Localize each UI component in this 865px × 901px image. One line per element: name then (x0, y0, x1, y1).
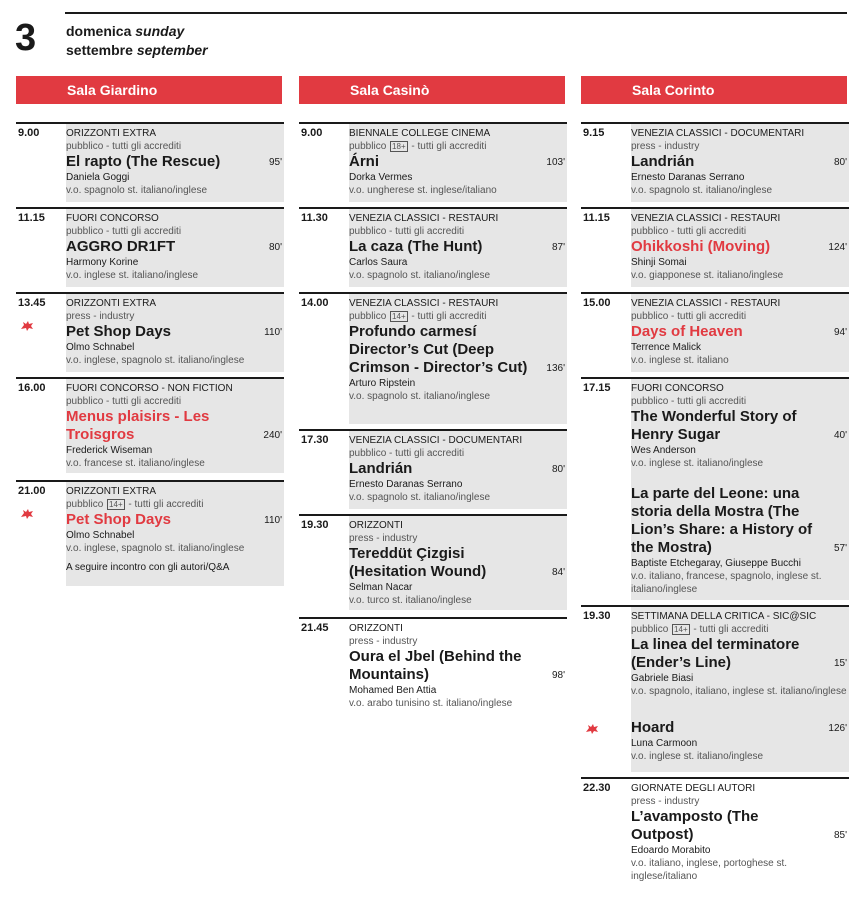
time-slot (299, 429, 567, 509)
start-time: 22.30 (583, 782, 611, 794)
film-entry (349, 460, 567, 504)
film-language: v.o. spagnolo st. italiano/inglese (631, 185, 773, 196)
access-prefix: pubblico (349, 141, 387, 152)
film-title[interactable]: Árni (349, 153, 379, 170)
time-rule (16, 122, 68, 124)
access-info: pubblico - tutti gli accrediti (631, 311, 747, 322)
film-title[interactable]: El rapto (The Rescue) (66, 153, 221, 170)
film-language: v.o. inglese st. italiano (631, 355, 729, 366)
film-language: v.o. inglese, spagnolo st. italiano/inglese (66, 543, 245, 554)
time-rule (299, 429, 351, 431)
section-label: ORIZZONTI (349, 520, 403, 531)
start-time: 17.30 (301, 434, 329, 446)
film-language: v.o. turco st. italiano/inglese (349, 595, 472, 606)
film-duration: 57' (833, 543, 847, 554)
screening-card[interactable] (66, 377, 284, 473)
start-time: 21.00 (18, 485, 46, 497)
film-title[interactable]: Landrián (631, 153, 695, 170)
screening-card[interactable] (631, 777, 849, 889)
film-director: Luna Carmoon (631, 738, 698, 749)
film-title[interactable]: The Wonderful Story of Henry Sugar (631, 408, 797, 443)
section-label: VENEZIA CLASSICI - RESTAURI (631, 213, 781, 224)
day-en: sunday (135, 23, 185, 39)
film-language: v.o. italiano, francese, spagnolo, inglese st. italiano/inglese (631, 571, 822, 595)
film-duration: 126' (828, 723, 847, 734)
sala-header: Sala Casinò (299, 76, 565, 104)
access-info (349, 310, 567, 323)
screening-card[interactable] (631, 122, 849, 202)
section-label: ORIZZONTI EXTRA (66, 128, 156, 139)
film-title[interactable]: Days of Heaven (631, 323, 743, 340)
film-language: v.o. spagnolo st. italiano/inglese (66, 185, 208, 196)
film-duration: 40' (833, 430, 847, 441)
film-language: v.o. giapponese st. italiano/inglese (631, 270, 784, 281)
time-slot (16, 480, 284, 586)
access-info: press - industry (66, 311, 135, 322)
screening-card[interactable] (66, 480, 284, 586)
start-time: 19.30 (583, 610, 611, 622)
film-duration: 85' (833, 830, 847, 841)
access-prefix: pubblico (349, 311, 387, 322)
film-entry (631, 719, 849, 763)
section-label: VENEZIA CLASSICI - DOCUMENTARI (349, 435, 523, 446)
sala-header: Sala Corinto (581, 76, 847, 104)
film-language: v.o. inglese st. italiano/inglese (66, 270, 199, 281)
film-entry (631, 636, 849, 698)
film-title[interactable]: Pet Shop Days (66, 511, 172, 528)
screening-card[interactable] (349, 429, 567, 509)
screening-card[interactable] (631, 292, 849, 372)
month-line (66, 41, 208, 59)
film-entry (349, 323, 567, 403)
time-rule (16, 377, 68, 379)
film-title[interactable]: Menus plaisirs - Les Troisgros (66, 408, 210, 443)
film-language: v.o. spagnolo st. italiano/inglese (349, 391, 491, 402)
access-suffix: - tutti gli accrediti (128, 499, 204, 510)
film-director: Wes Anderson (631, 445, 696, 456)
film-director: Daniela Goggi (66, 172, 130, 183)
film-entry (66, 511, 284, 574)
time-slot (581, 377, 849, 600)
access-prefix: pubblico (66, 499, 104, 510)
film-director: Dorka Vermes (349, 172, 413, 183)
film-entry (349, 648, 567, 710)
start-time: 17.15 (583, 382, 611, 394)
screening-card[interactable] (349, 617, 567, 717)
film-entry (631, 485, 849, 596)
time-rule (299, 207, 351, 209)
film-title[interactable]: L’avamposto (The Outpost) (631, 808, 759, 843)
film-duration: 240' (263, 430, 282, 441)
screening-card[interactable] (349, 292, 567, 424)
film-director: Carlos Saura (349, 257, 408, 268)
time-slot (299, 292, 567, 424)
film-title[interactable]: Ohikkoshi (Moving) (631, 238, 771, 255)
film-entry (66, 408, 284, 470)
film-language: v.o. inglese st. italiano/inglese (631, 751, 764, 762)
film-title[interactable]: La parte del Leone: una storia della Mostra (The Lion’s Share: a History of the Mostra) (631, 485, 813, 556)
lion-icon (20, 320, 34, 334)
section-label: ORIZZONTI EXTRA (66, 486, 156, 497)
film-director: Selman Nacar (349, 582, 413, 593)
film-title[interactable]: La caza (The Hunt) (349, 238, 483, 255)
time-slot (299, 617, 567, 717)
time-rule (581, 377, 633, 379)
time-rule (581, 292, 633, 294)
film-entry (631, 808, 849, 883)
film-language: v.o. arabo tunisino st. italiano/inglese (349, 698, 513, 709)
film-duration: 124' (828, 242, 847, 253)
lion-icon (20, 508, 34, 522)
time-rule (299, 617, 351, 619)
access-info: pubblico - tutti gli accrediti (66, 396, 182, 407)
film-duration: 84' (551, 567, 565, 578)
time-slot (581, 292, 849, 372)
time-rule (299, 514, 351, 516)
film-title[interactable]: Tereddüt Çizgisi (Hesitation Wound) (349, 545, 487, 580)
access-info: press - industry (631, 796, 700, 807)
time-rule (16, 292, 68, 294)
film-duration: 103' (546, 157, 565, 168)
time-slot (299, 122, 567, 202)
film-entry (349, 545, 567, 607)
time-rule (581, 207, 633, 209)
screening-card[interactable] (631, 377, 849, 600)
film-duration: 110' (264, 515, 282, 526)
screening-card[interactable] (349, 122, 567, 202)
time-slot (581, 605, 849, 772)
access-info (631, 623, 849, 636)
top-rule (65, 12, 847, 14)
start-time: 19.30 (301, 519, 329, 531)
start-time: 9.15 (583, 127, 605, 139)
time-slot (581, 122, 849, 202)
time-rule (299, 292, 351, 294)
film-director: Olmo Schnabel (66, 530, 135, 541)
film-title[interactable]: La linea del terminatore (Ender’s Line) (631, 636, 800, 671)
column-sala-giardino (16, 76, 282, 573)
day-number: 3 (15, 17, 37, 59)
film-director: Frederick Wiseman (66, 445, 153, 456)
film-duration: 80' (268, 242, 282, 253)
start-time: 11.30 (301, 212, 328, 224)
film-language: v.o. francese st. italiano/inglese (66, 458, 205, 469)
screening-card[interactable] (349, 514, 567, 610)
film-title[interactable]: AGGRO DR1FT (66, 238, 176, 255)
time-slot (16, 292, 284, 372)
day-name-line (66, 22, 184, 40)
film-entry (66, 153, 284, 197)
film-director: Arturo Ripstein (349, 378, 416, 389)
time-slot (16, 122, 284, 202)
film-director: Ernesto Daranas Serrano (631, 172, 745, 183)
film-entry (349, 238, 567, 282)
time-rule (581, 777, 633, 779)
access-info (349, 140, 567, 153)
time-slot (16, 207, 284, 287)
time-slot (581, 207, 849, 287)
start-time: 9.00 (18, 127, 40, 139)
section-label: VENEZIA CLASSICI - RESTAURI (349, 298, 499, 309)
section-label: FUORI CONCORSO (66, 213, 159, 224)
time-rule (16, 207, 68, 209)
film-entry (349, 153, 567, 197)
screening-card[interactable] (349, 207, 567, 287)
time-slot (581, 777, 849, 889)
section-label: GIORNATE DEGLI AUTORI (631, 783, 756, 794)
access-info: press - industry (349, 636, 418, 647)
age-rating-badge: 14+ (674, 625, 688, 634)
access-info: pubblico - tutti gli accrediti (66, 226, 182, 237)
screening-card[interactable] (66, 292, 284, 372)
time-rule (299, 122, 351, 124)
access-info: pubblico - tutti gli accrediti (349, 226, 465, 237)
start-time: 16.00 (18, 382, 46, 394)
film-title[interactable]: Hoard (631, 719, 675, 736)
film-duration: 15' (833, 658, 847, 669)
film-title[interactable]: Profundo carmesí Director’s Cut (Deep Crimson - Director’s Cut) (349, 323, 528, 376)
film-duration: 110' (264, 327, 282, 338)
access-info: pubblico - tutti gli accrediti (349, 448, 465, 459)
film-language: v.o. italiano, inglese, portoghese st. inglese/italiano (631, 858, 788, 882)
screening-note: A seguire incontro con gli autori/Q&A (66, 562, 230, 573)
column-sala-corinto (581, 76, 847, 882)
section-label: BIENNALE COLLEGE CINEMA (349, 128, 491, 139)
film-duration: 80' (833, 157, 847, 168)
film-entry (631, 408, 849, 470)
access-info: pubblico - tutti gli accrediti (631, 396, 747, 407)
film-director: Ernesto Daranas Serrano (349, 479, 463, 490)
start-time: 14.00 (301, 297, 329, 309)
screening-card[interactable] (66, 122, 284, 202)
day-it: domenica (66, 23, 132, 39)
film-director: Olmo Schnabel (66, 342, 135, 353)
time-rule (16, 480, 68, 482)
start-time: 11.15 (18, 212, 45, 224)
film-director: Gabriele Biasi (631, 673, 694, 684)
section-label: FUORI CONCORSO (631, 383, 724, 394)
section-label: ORIZZONTI EXTRA (66, 298, 156, 309)
start-time: 15.00 (583, 297, 611, 309)
month-it: settembre (66, 42, 133, 58)
sala-header: Sala Giardino (16, 76, 282, 104)
film-duration: 95' (268, 157, 282, 168)
start-time: 11.15 (583, 212, 610, 224)
film-language: v.o. inglese st. italiano/inglese (631, 458, 764, 469)
film-language: v.o. inglese, spagnolo st. italiano/inglese (66, 355, 245, 366)
film-title[interactable]: Pet Shop Days (66, 323, 172, 340)
access-prefix: pubblico (631, 624, 669, 635)
time-rule (581, 122, 633, 124)
section-label: FUORI CONCORSO - NON FICTION (66, 383, 233, 394)
section-label: SETTIMANA DELLA CRITICA - SIC@SIC (631, 611, 817, 622)
access-suffix: - tutti gli accrediti (411, 311, 487, 322)
section-label: VENEZIA CLASSICI - RESTAURI (349, 213, 499, 224)
film-entry (631, 323, 849, 367)
film-language: v.o. ungherese st. inglese/italiano (349, 185, 497, 196)
film-duration: 98' (551, 670, 565, 681)
lion-icon (585, 723, 599, 737)
section-label: ORIZZONTI (349, 623, 403, 634)
time-slot (16, 377, 284, 473)
age-rating-badge: 14+ (392, 312, 406, 321)
access-suffix: - tutti gli accrediti (411, 141, 487, 152)
film-duration: 136' (546, 363, 565, 374)
screening-card[interactable] (66, 207, 284, 287)
screening-card[interactable] (631, 605, 849, 772)
time-slot (299, 207, 567, 287)
access-suffix: - tutti gli accrediti (693, 624, 769, 635)
column-sala-casino (299, 76, 565, 709)
start-time: 21.45 (301, 622, 329, 634)
access-info: pubblico - tutti gli accrediti (66, 141, 182, 152)
film-entry (631, 153, 849, 197)
access-info (66, 498, 284, 511)
film-duration: 87' (551, 242, 565, 253)
section-label: VENEZIA CLASSICI - DOCUMENTARI (631, 128, 805, 139)
film-director: Harmony Korine (66, 257, 139, 268)
age-rating-badge: 18+ (392, 142, 406, 151)
film-language: v.o. spagnolo st. italiano/inglese (349, 270, 491, 281)
age-rating-badge: 14+ (109, 500, 123, 509)
film-duration: 80' (551, 464, 565, 475)
film-director: Terrence Malick (631, 342, 702, 353)
film-director: Shinji Somai (631, 257, 687, 268)
film-director: Baptiste Etchegaray, Giuseppe Bucchi (631, 558, 801, 569)
screening-card[interactable] (631, 207, 849, 287)
film-language: v.o. spagnolo, italiano, inglese st. italiano/inglese (631, 686, 847, 697)
film-entry (66, 323, 284, 367)
film-director: Mohamed Ben Attia (349, 685, 437, 696)
month-en: september (136, 42, 208, 58)
start-time: 9.00 (301, 127, 323, 139)
film-language: v.o. spagnolo st. italiano/inglese (349, 492, 491, 503)
access-info: pubblico - tutti gli accrediti (631, 226, 747, 237)
film-entry (631, 238, 849, 282)
access-info: press - industry (631, 141, 700, 152)
access-info: press - industry (349, 533, 418, 544)
start-time: 13.45 (18, 297, 46, 309)
film-director: Edoardo Morabito (631, 845, 711, 856)
section-label: VENEZIA CLASSICI - RESTAURI (631, 298, 781, 309)
time-slot (299, 514, 567, 610)
film-entry (66, 238, 284, 282)
time-rule (581, 605, 633, 607)
film-duration: 94' (833, 327, 847, 338)
film-title[interactable]: Landrián (349, 460, 413, 477)
film-title[interactable]: Oura el Jbel (Behind the Mountains) (349, 648, 522, 683)
